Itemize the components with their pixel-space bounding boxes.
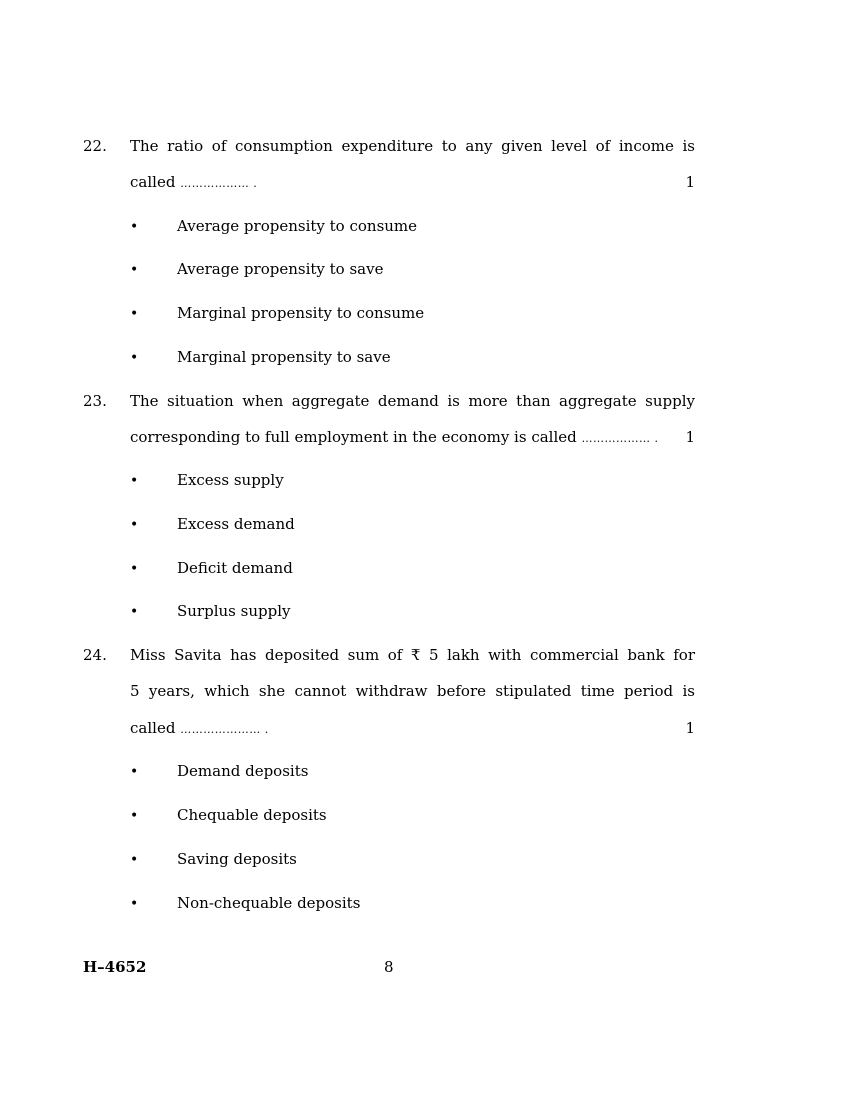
question-22-marks: 1: [685, 173, 695, 191]
option-label: Saving deposits: [177, 850, 297, 868]
option-label: Average propensity to consume: [177, 217, 418, 235]
option-label: Deficit demand: [177, 559, 293, 577]
bullet-icon: •: [130, 808, 139, 824]
option-label: Marginal propensity to save: [177, 348, 391, 366]
bullet-icon: •: [130, 262, 139, 278]
question-24-text-last-line: [130, 718, 695, 740]
page-number: 8: [384, 958, 394, 976]
question-22-option-4: [130, 347, 391, 368]
bullet-icon: •: [130, 604, 139, 620]
option-label: Non-chequable deposits: [177, 894, 361, 912]
option-label: Surplus supply: [177, 602, 291, 620]
option-label: Marginal propensity to consume: [177, 304, 425, 322]
question-23-stem-text: corresponding to full employment in the economy is called: [130, 428, 577, 446]
question-23-option-4: [130, 601, 290, 622]
question-23-blank: ……………… .: [581, 432, 659, 445]
bullet-icon: •: [130, 473, 139, 489]
question-22-text-line-1: The ratio of consumption expenditure to any given level of income is: [130, 137, 695, 155]
question-22-text-last-line: [130, 172, 695, 194]
bullet-icon: •: [130, 896, 139, 912]
option-label: Excess demand: [177, 515, 295, 533]
bullet-icon: •: [130, 764, 139, 780]
question-23-option-1: [130, 470, 284, 491]
question-22-option-3: [130, 303, 424, 324]
question-23-option-2: [130, 514, 295, 535]
question-24-text-line-1: Miss Savita has deposited sum of ₹ 5 lakh with commercial bank for: [130, 646, 695, 664]
question-23-text-line-1: The situation when aggregate demand is more than aggregate supply: [130, 392, 695, 410]
option-label: Average propensity to save: [177, 260, 384, 278]
paper-code: H–4652: [83, 958, 147, 976]
bullet-icon: •: [130, 306, 139, 322]
bullet-icon: •: [130, 219, 139, 235]
question-22-called: called: [130, 173, 176, 191]
question-23-number: 23.: [83, 392, 107, 410]
question-22-number: 22.: [83, 137, 107, 155]
question-23-text-last-line: [130, 427, 695, 449]
option-label: Chequable deposits: [177, 806, 327, 824]
question-24-stem-end: [130, 718, 269, 740]
question-24-text-line-2: 5 years, which she cannot withdraw before stipulated time period is: [130, 682, 695, 700]
question-24-option-2: [130, 805, 327, 826]
question-24-called: called: [130, 719, 176, 737]
bullet-icon: •: [130, 517, 139, 533]
question-23-marks: 1: [685, 428, 695, 446]
bullet-icon: •: [130, 350, 139, 366]
question-22-option-2: [130, 259, 383, 280]
question-24-number: 24.: [83, 646, 107, 664]
question-24-marks: 1: [685, 719, 695, 737]
question-22-stem-end: [130, 172, 257, 194]
question-24-option-4: [130, 893, 360, 914]
question-23-option-3: [130, 558, 293, 579]
bullet-icon: •: [130, 852, 139, 868]
bullet-icon: •: [130, 561, 139, 577]
question-24-blank: ………………… .: [180, 723, 269, 736]
option-label: Demand deposits: [177, 762, 309, 780]
question-22-option-1: [130, 216, 417, 237]
question-24-option-1: [130, 761, 308, 782]
option-label: Excess supply: [177, 471, 284, 489]
question-22-blank: ……………… .: [180, 177, 258, 190]
question-24-option-3: [130, 849, 297, 870]
question-23-stem-end: [130, 427, 659, 449]
